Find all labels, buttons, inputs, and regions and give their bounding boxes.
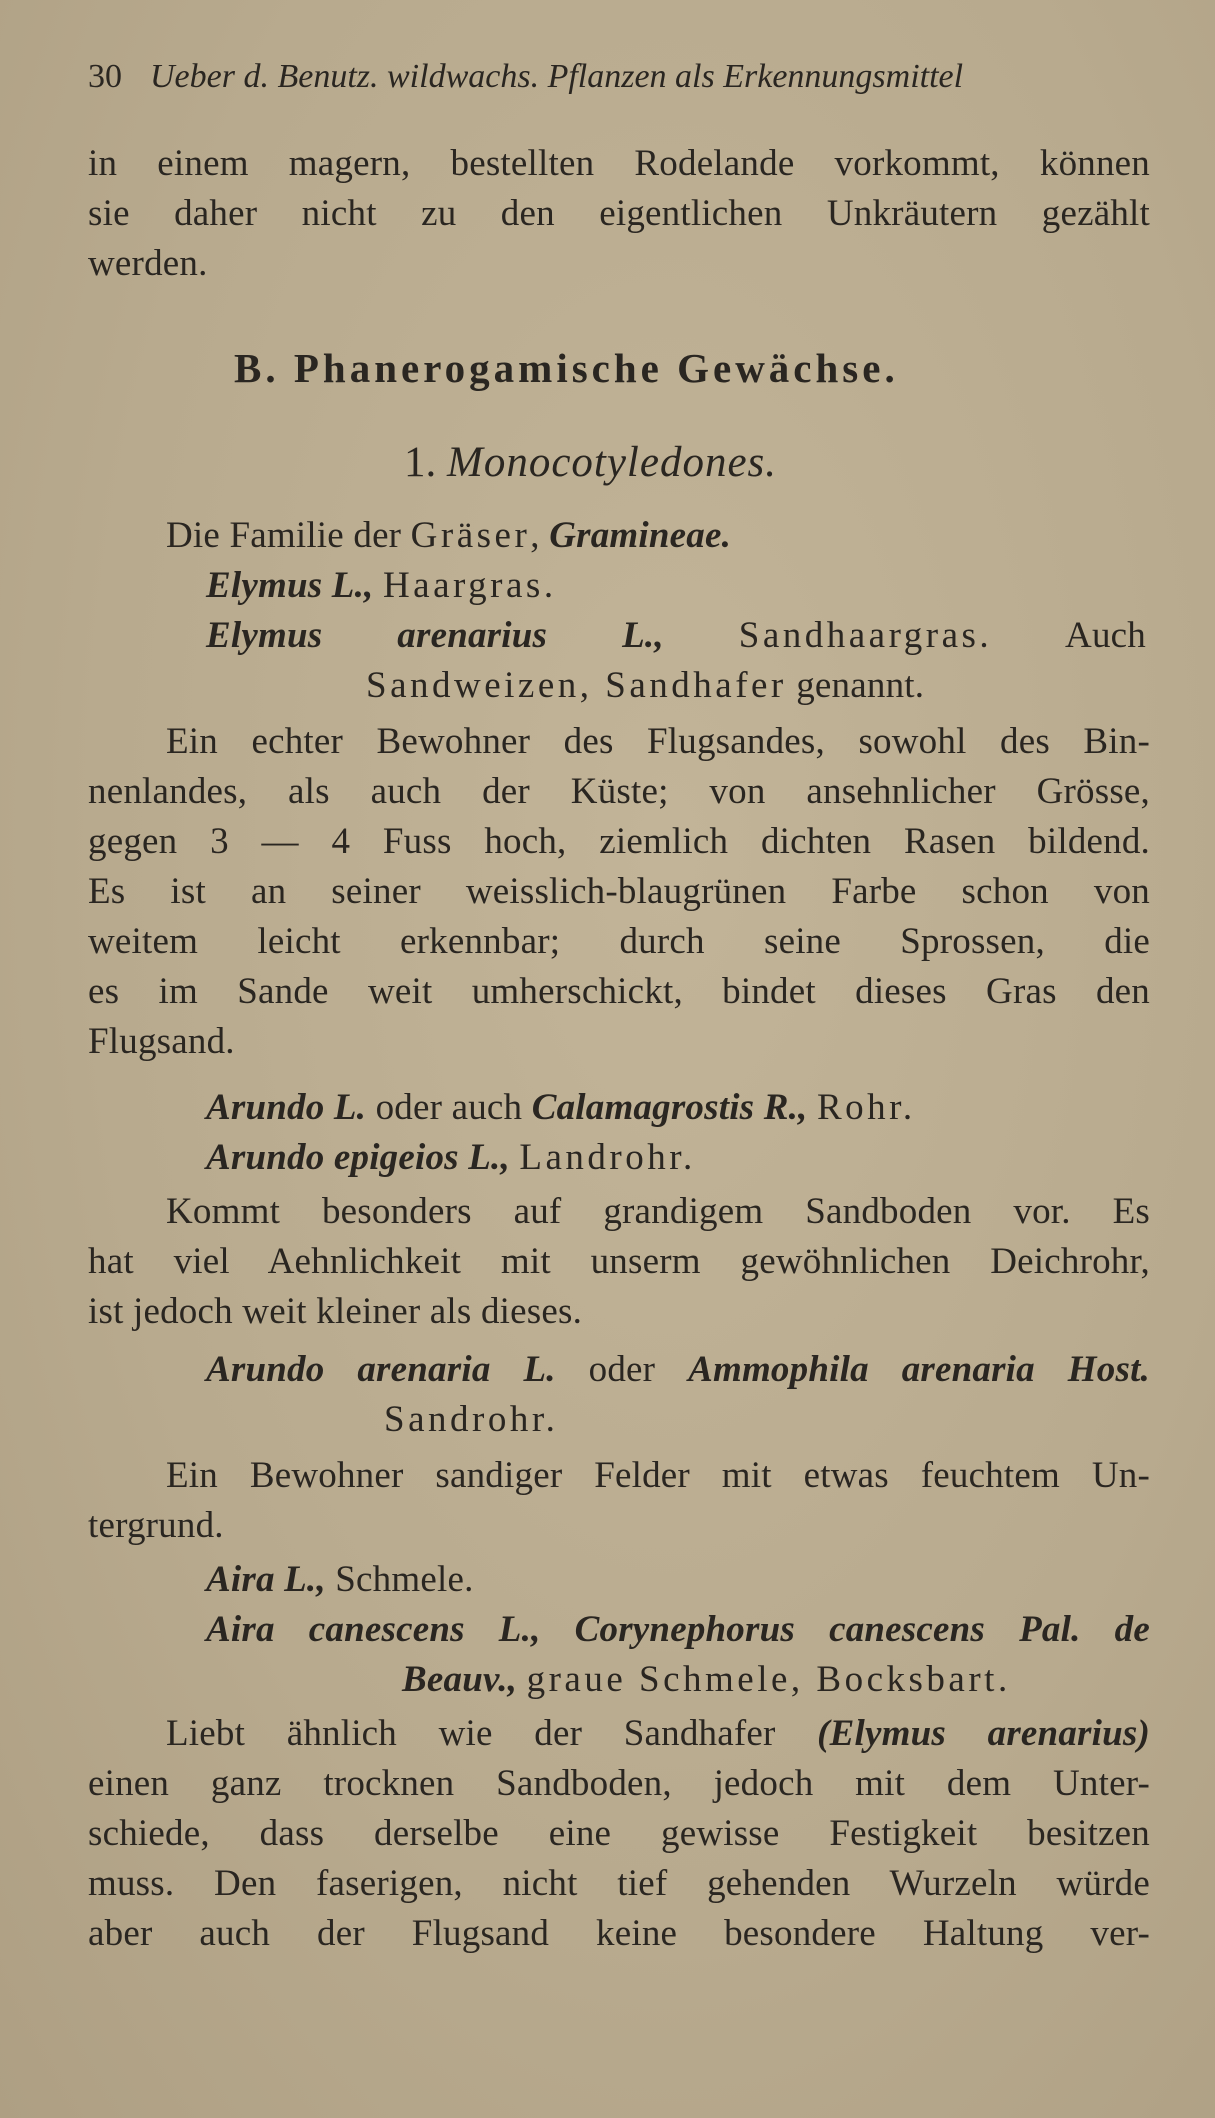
- text-line: Es ist an seiner weisslich-blaugrünen Farbe schon von: [88, 871, 1150, 912]
- species-latin: Aira canescens L.,: [206, 1609, 541, 1650]
- species-line: [206, 1348, 1150, 1392]
- species-continuation: [402, 1658, 1011, 1702]
- species-latin: Arundo arenaria L.: [206, 1349, 556, 1390]
- species-german: graue Schmele, Bocksbart.: [526, 1659, 1011, 1700]
- text-fragment: Liebt ähnlich wie der Sandhafer: [166, 1713, 776, 1754]
- text-line: weitem leicht erkennbar; durch seine Sprossen, die: [88, 921, 1150, 962]
- text-line: werden.: [88, 243, 208, 284]
- genus-german: Schmele.: [335, 1559, 474, 1600]
- text-line: einen ganz trocknen Sandboden, jedoch mit dem Unter-: [88, 1763, 1150, 1804]
- text-latin-reference: (Elymus arenarius): [817, 1713, 1151, 1754]
- section-title: Phanerogamische Gewächse.: [293, 345, 899, 391]
- text-line: gegen 3 — 4 Fuss hoch, ziemlich dichten Rasen bildend.: [88, 821, 1150, 862]
- family-latin: Gramineae.: [549, 515, 732, 556]
- text-line: schiede, dass derselbe eine gewisse Festigkeit besitzen: [88, 1813, 1150, 1854]
- text-line: [166, 1712, 1150, 1756]
- species-line: [206, 614, 1146, 658]
- text-line: nenlandes, als auch der Küste; von ansehnlicher Grösse,: [88, 771, 1150, 812]
- subsection-number: 1.: [404, 439, 437, 486]
- species-tail: Auch: [1065, 615, 1146, 656]
- species-latin: Arundo epigeios L.,: [206, 1137, 510, 1178]
- text-line: aber auch der Flugsand keine besondere Haltung ver-: [88, 1913, 1150, 1954]
- genus-latin: Elymus L.,: [206, 565, 374, 606]
- species-latin-alt: Corynephorus canescens Pal. de: [574, 1609, 1150, 1650]
- section-heading-b: [234, 344, 899, 392]
- species-german: Sandhaargras.: [738, 615, 993, 656]
- text-line: ist jedoch weit kleiner als dieses.: [88, 1291, 583, 1332]
- subsection-title: Monocotyledones.: [447, 439, 778, 486]
- species-authority: Beauv.,: [402, 1659, 518, 1700]
- species-line: [206, 1608, 1150, 1652]
- genus-connector: oder auch: [375, 1087, 523, 1128]
- genus-latin: Aira L.,: [206, 1559, 326, 1600]
- genus-latin-alt: Calamagrostis R.,: [531, 1087, 808, 1128]
- species-german: Landrohr.: [519, 1137, 696, 1178]
- text-line: Kommt besonders auf grandigem Sandboden vor. Es: [166, 1191, 1150, 1232]
- page-number: 30: [88, 58, 122, 95]
- text-line: Ein echter Bewohner des Flugsandes, sowohl des Bin-: [166, 721, 1150, 762]
- text-line: es im Sande weit umherschickt, bindet dieses Gras den: [88, 971, 1150, 1012]
- species-latin-alt: Ammophila arenaria Host.: [688, 1349, 1150, 1390]
- genus-german: Haargras.: [382, 565, 557, 606]
- species-line: [206, 1136, 696, 1180]
- species-continuation: [384, 1398, 558, 1442]
- species-german: Sandrohr.: [384, 1399, 559, 1440]
- genus-german: Rohr.: [816, 1087, 916, 1128]
- family-german: Gräser: [410, 515, 531, 556]
- genus-line: [206, 1086, 916, 1130]
- family-line: Die Familie der Gräser, Gramineae.: [166, 515, 732, 556]
- text-line: muss. Den faserigen, nicht tief gehenden Wurzeln würde: [88, 1863, 1150, 1904]
- genus-line: [206, 564, 557, 608]
- genus-latin: Arundo L.: [206, 1087, 367, 1128]
- species-synonyms: Sandweizen, Sandhafer: [366, 665, 787, 706]
- running-title: Ueber d. Benutz. wildwachs. Pflanzen als Erkennungsmittel: [150, 58, 964, 95]
- species-connector: oder: [588, 1349, 656, 1390]
- text-line: hat viel Aehnlichkeit mit unserm gewöhnlichen Deichrohr,: [88, 1241, 1150, 1282]
- text-line: Ein Bewohner sandiger Felder mit etwas feuchtem Un-: [166, 1455, 1150, 1496]
- species-latin: Elymus arenarius L.,: [206, 615, 664, 656]
- family-prefix: Die Familie der: [166, 515, 402, 556]
- text-line: in einem magern, bestellten Rodelande vorkommt, können: [88, 143, 1150, 184]
- species-continuation: [366, 664, 924, 708]
- section-label: B.: [234, 345, 280, 391]
- subsection-heading: [404, 438, 777, 487]
- text-line: sie daher nicht zu den eigentlichen Unkräutern gezählt: [88, 193, 1150, 234]
- text-line: tergrund.: [88, 1505, 224, 1546]
- genus-line: [206, 1558, 474, 1602]
- running-header: [88, 58, 1136, 96]
- species-synonyms-tail: genannt.: [796, 665, 925, 706]
- text-line: Flugsand.: [88, 1021, 235, 1062]
